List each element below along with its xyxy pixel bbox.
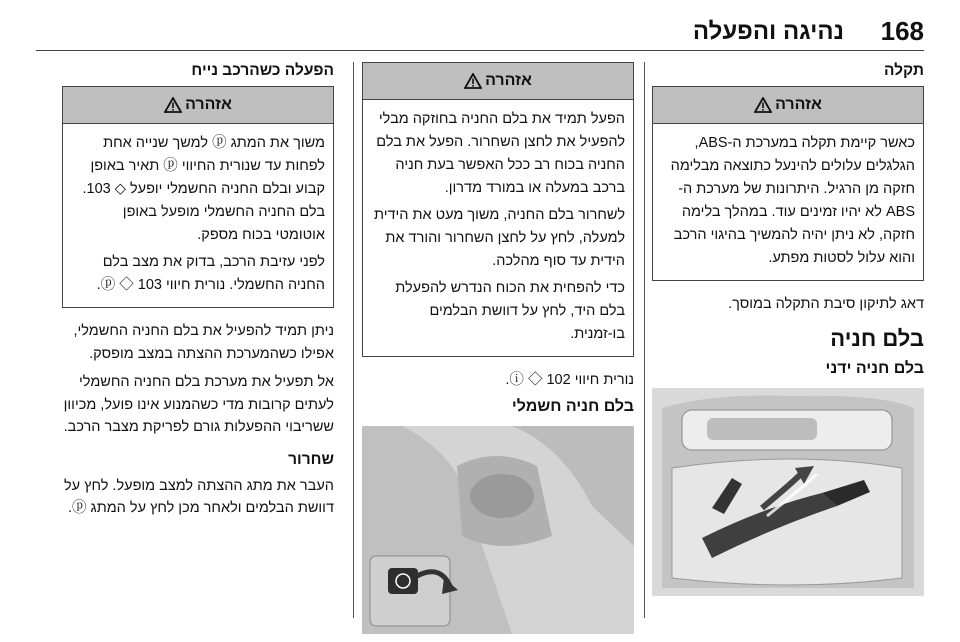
section-title-malfunction: תקלה — [884, 62, 924, 79]
section-title-stationary: הפעלה כשהרכב נייח — [191, 62, 334, 79]
warning-label: אזהרה — [485, 72, 532, 89]
warning-triangle-icon — [754, 97, 772, 113]
warning-header — [63, 87, 333, 124]
warning-paragraph: לפני עזיבת הרכב, בדוק את מצב בלם החניה החשמלי. נורית חיווי ⓟ ◇ 103. — [96, 254, 325, 293]
warning-box — [362, 62, 634, 357]
page-title: נהיגה והפעלה — [692, 18, 844, 45]
subheading-release: שחרור — [288, 450, 334, 468]
header-rule — [36, 50, 924, 51]
warning-header — [363, 63, 633, 100]
manual-parking-brake-photo — [652, 388, 924, 596]
indicator-reference: נורית חיווי ⓘ ◇ 102. — [505, 372, 634, 388]
warning-label: אזהרה — [185, 96, 232, 113]
column-divider-left — [353, 62, 354, 618]
release-instructions: העבר את מתג ההצתה למצב מופעל. לחץ על דוושת הבלמים ולאחר מכן לחץ על המתג ⓟ. — [64, 477, 334, 516]
warning-text: כאשר קיימת תקלה במערכת ה-ABS, הגלגלים עלולים להינעל כתוצאה מבלימה חזקה מן הרגיל. היתרונות של מערכת ה-ABS לא יהיו זמינים עוד. במהלך בלימה חזקה, לא ניתן יהיה להמשיך בהיגוי הרכב והוא עלול לסטות מפתע. — [670, 135, 915, 266]
heading-parking-brake: בלם חניה — [830, 325, 924, 351]
warning-header — [653, 87, 923, 124]
warning-paragraph: לשחרור בלם החניה, משוך מעט את הידית למעלה, לחץ על לחצן השחרור והורד את הידית עד סוף מהלכה. — [373, 207, 625, 269]
warning-triangle-icon — [164, 97, 182, 113]
right-column — [652, 62, 924, 596]
left-column — [62, 62, 334, 526]
warning-paragraph: הפעל תמיד את בלם החניה בחוזקה מבלי להפעיל את לחצן השחרור. הפעל את בלם החניה בכוח רב ככל האפשר בעת חניה ברכב במעלה או במורד מדרון. — [376, 111, 625, 196]
warning-paragraph: כדי להפחית את הכוח הנדרש להפעלת בלם היד, לחץ על דוושת הבלמים בו-זמנית. — [395, 280, 625, 342]
warning-label: אזהרה — [775, 96, 822, 113]
warning-triangle-icon — [464, 73, 482, 89]
middle-column — [362, 62, 634, 634]
page-number: 168 — [880, 16, 924, 46]
page-header — [36, 10, 924, 50]
after-warning-text: דאג לתיקון סיבת התקלה במוסך. — [728, 296, 924, 312]
column-divider-right — [644, 62, 645, 618]
heading-electric-parking-brake: בלם חניה חשמלי — [511, 397, 634, 415]
warning-box — [652, 86, 924, 281]
body-paragraph: ניתן תמיד להפעיל את בלם החניה החשמלי, אפילו כשהמערכת ההצתה במצב מופסק. — [73, 323, 334, 362]
electric-parking-brake-photo — [362, 426, 634, 634]
body-paragraph: אל תפעיל את מערכת בלם החניה החשמלי לעתים קרובות מדי כשהמנוע אינו פועל, מכיוון ששריבוי ההפעלות גורם לפריקת מצבר הרכב. — [63, 374, 334, 435]
warning-text — [63, 124, 333, 307]
warning-paragraph: משוך את המתג ⓟ למשך שנייה אחת לפחות עד שנורית החיווי ⓟ תאיר באופן קבוע ובלם החניה החשמלי יופעל ◇ 103. בלם החניה החשמלי מופעל באופן אוטומטי בכוח מספק. — [82, 135, 325, 243]
warning-box — [62, 86, 334, 308]
heading-manual-parking-brake: בלם חניה ידני — [825, 359, 924, 377]
warning-text — [363, 100, 633, 356]
